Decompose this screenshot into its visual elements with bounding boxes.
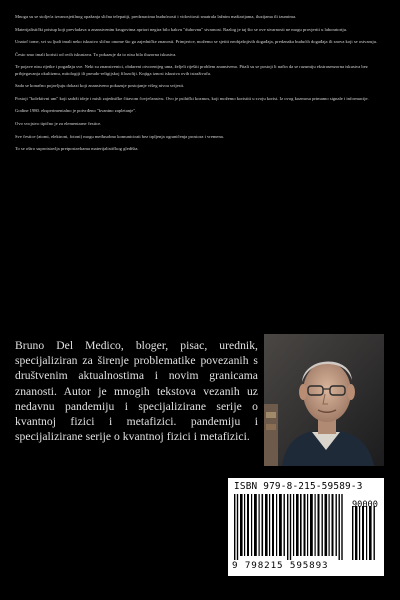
ean-digits: 9 798215 595893 bbox=[232, 560, 329, 571]
author-photo bbox=[264, 334, 384, 466]
blurb-paragraph: Postoji "kolektivni um" koji sadrži ideje i misli zajedničke čitavom čovječanstvu. Ovo je psihički kozmos, koji možemo koristiti u svoju korist. Iz ovog kozmosa primamo signale i informacije. bbox=[15, 95, 369, 101]
blurb-paragraph: Često smo imali koristi od ovih iskustava. To pokazuje da to nisu bila iluzorna iskustva. bbox=[15, 51, 177, 57]
blurb-paragraph: Sve čestice (atomi, elektroni, fotoni) mogu međusobno komunicirati bez trpljenja ograničenja prostora i vremena. bbox=[15, 133, 224, 139]
isbn-barcode bbox=[228, 478, 384, 576]
blurb-paragraph: Godine 1980. eksperimentalno je potvrđeno "kvantno zapletanje". bbox=[15, 108, 137, 114]
blurb-paragraph: Te pojave nisu rijetke i pogađaju sve. Neki su znanstvenici, obdareni otvorenijeg uma, željeli riješiti problem znanstveno. Pitali su se postoji li način da se razumiju ekstrasenzorna iskustva bez pribjegavanja okultizmu, mitologiji ili pseudo-religijskoj filozofiji. Knjiga iznosi iskustva ovih istraživača. bbox=[15, 64, 368, 76]
blurb-paragraph: Mnoga su se stoljeća izvanosjetilnog opažanja slična telepatiji, predznacima budućnosti i vidovitosti smatrala lažnim maštarijama, iluzijama ili izumima. bbox=[15, 14, 297, 19]
author-bio: Bruno Del Medico, bloger, pisac, urednik, specijaliziran za širenje problematike povezanih s društvenim aktualnostima i novim granicama znanosti. Autor je mnogih tekstova vezanih uz nedavnu pandemiju i specijalizirane serije o kvantnoj fizici i metafizici. pandemiju i specijalizirane serije o kvantnoj fizici i metafizici. bbox=[15, 339, 258, 444]
price-code: 90000 bbox=[352, 500, 378, 510]
blurb-paragraph: Unatoč tome, svi su ljudi imali neko iskustvo slično onome što ga zajedničke znanosti. Primjerice, možemo se sjetiti neobjašnjivih događaja, predznaka budućih događaja ili snova koji se ostvaruju. bbox=[15, 39, 378, 45]
blurb-paragraph: Materijalistički pristup koji prevladava u znanstvenim krugovima apriori negira bilo kakvu "duhovnu" stvarnost. Razlog je taj što se ove stvarnosti ne mogu provjeriti u laboratoriju. bbox=[15, 26, 348, 32]
isbn-label: ISBN 979-8-215-59589-3 bbox=[234, 481, 363, 492]
author-portrait-icon bbox=[264, 334, 384, 466]
blurb-paragraph: Sada se konačno pojavljuju dokazi koji znanstveno pokazuje postojanje višeg nivoa svijesti. bbox=[15, 83, 185, 89]
blurb-text bbox=[15, 14, 387, 159]
blurb-paragraph: Ovo svojstvo tipično je za elementarne čestice. bbox=[15, 120, 102, 126]
blurb-paragraph: To se oštro suprotstavlja pretpostavkama materijalističkog gledišta. bbox=[15, 146, 139, 152]
